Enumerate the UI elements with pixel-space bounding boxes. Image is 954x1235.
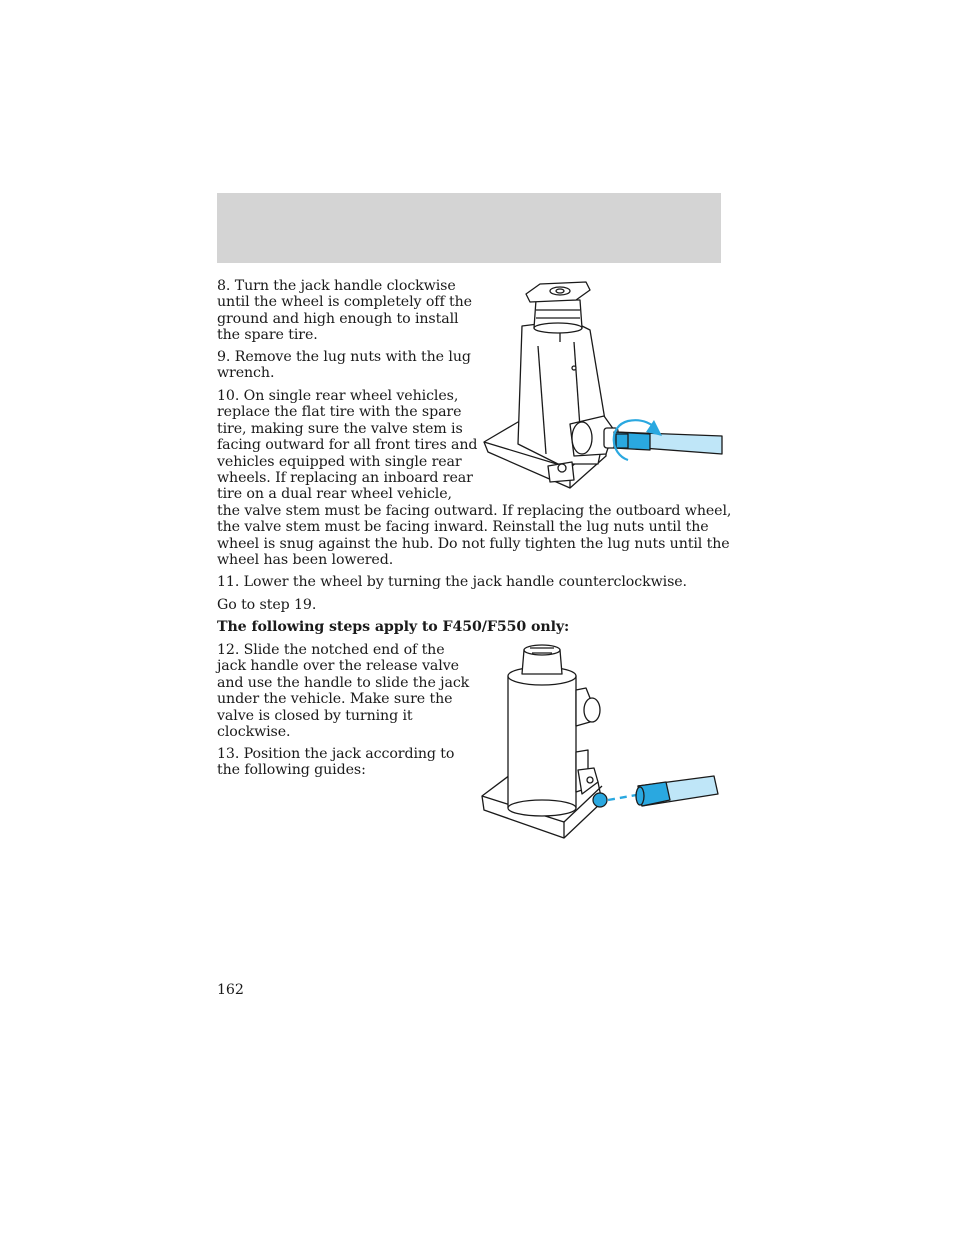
step-12-line: valve is closed by turning it [217,707,413,724]
section-header-band [217,193,721,263]
goto-step-19: Go to step 19. [217,597,317,613]
step-12-line: jack handle over the release valve [217,658,459,675]
step-10-line: the valve stem must be facing outward. If replacing the outboard wheel, [217,503,732,519]
step-10-line: vehicles equipped with single rear [217,453,462,470]
step-10-line: wheel has been lowered. [217,552,394,569]
step-10-line: wheel is snug against the hub. Do not fully tighten the lug nuts until the [217,535,730,552]
step-12-line: clockwise. [217,724,291,741]
step-10-line: wheels. If replacing an inboard rear [217,470,473,487]
step-10-line: facing outward for all front tires and [217,437,478,454]
step-9-line: 9. Remove the lug nuts with the lug [217,349,471,365]
step-8-line: 8. Turn the jack handle clockwise [217,278,456,294]
step-11: 11. Lower the wheel by turning the jack handle counterclockwise. [217,574,687,590]
step-12-line: under the vehicle. Make sure the [217,691,453,708]
bottle-jack-illustration [478,640,724,844]
step-8-line: until the wheel is completely off the [217,294,472,311]
step-10-line: tire on a dual rear wheel vehicle, [217,486,452,503]
screw-jack-illustration [478,276,724,492]
step-10-narrow [217,388,477,503]
step-13-line: the following guides: [217,762,366,779]
page-number: 162 [217,982,244,998]
step-10-line: tire, making sure the valve stem is [217,420,463,437]
step-12 [217,642,469,740]
step-9-line: wrench. [217,365,275,382]
step-10-wide [217,503,731,569]
step-10-line: replace the flat tire with the spare [217,404,462,421]
step-12-line: 12. Slide the notched end of the [217,642,445,658]
step-8-line: ground and high enough to install [217,310,459,327]
step-10-line: 10. On single rear wheel vehicles, [217,388,459,404]
step-8-line: the spare tire. [217,327,318,344]
step-9 [217,349,471,382]
step-13-line: 13. Position the jack according to [217,746,455,762]
step-13 [217,746,454,779]
f450-f550-subheading: The following steps apply to F450/F550 only: [217,619,570,635]
step-10-line: the valve stem must be facing inward. Reinstall the lug nuts until the [217,519,709,536]
step-12-line: and use the handle to slide the jack [217,674,470,691]
step-8 [217,278,472,344]
